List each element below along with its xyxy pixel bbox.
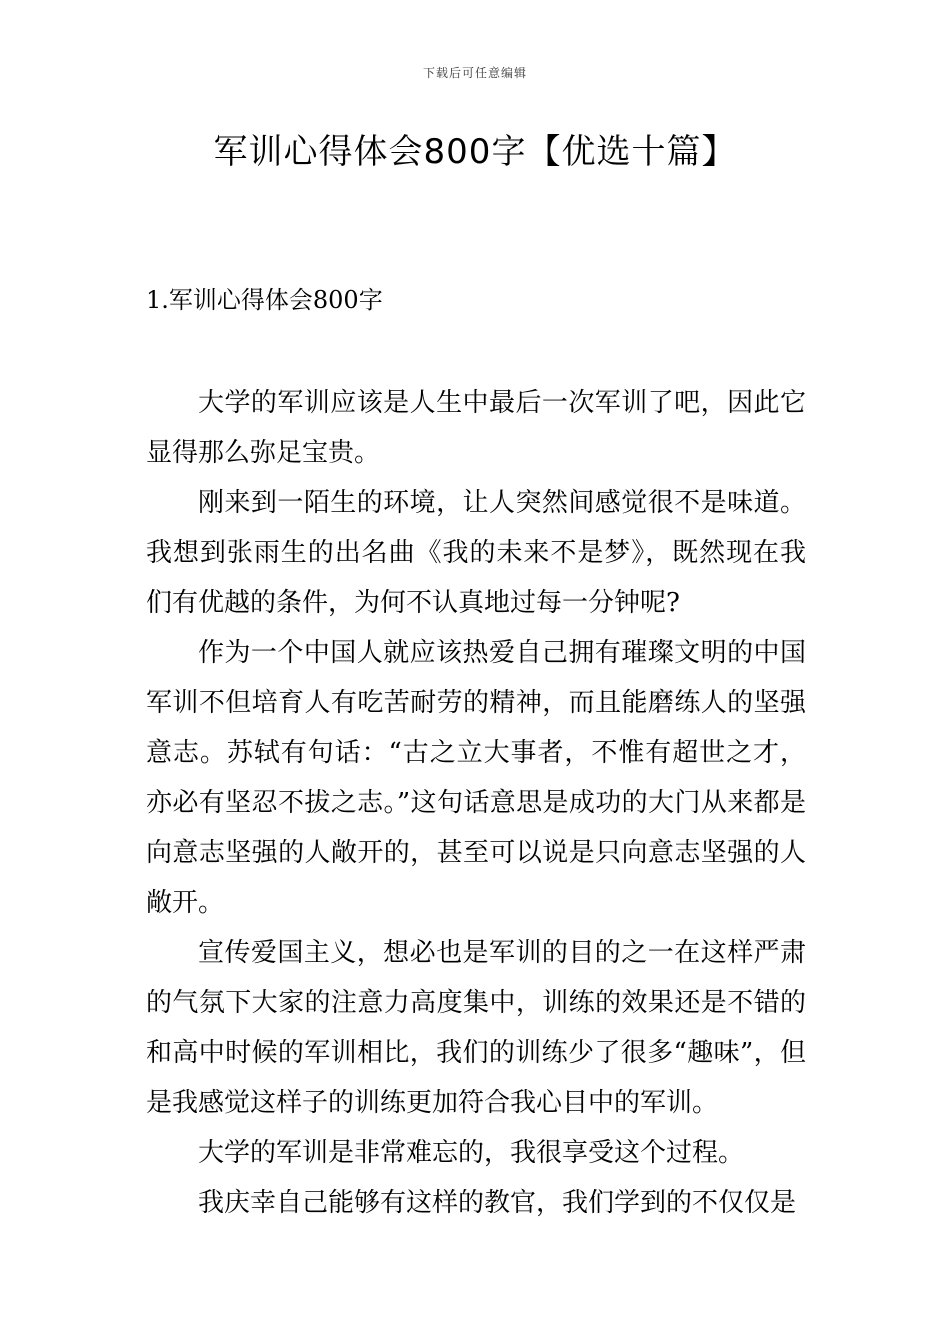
document-title: 军训心得体会800字【优选十篇】 (213, 132, 737, 172)
paragraph: 大学的军训应该是人生中最后一次军训了吧，因此它显得那么弥足宝贵。 (146, 388, 806, 468)
header-note: 下载后可任意编辑 (422, 66, 527, 80)
paragraph: 大学的军训是非常难忘的，我很享受这个过程。 (198, 1138, 745, 1168)
paragraph: 我庆幸自己能够有这样的教官，我们学到的不仅仅是 (198, 1188, 797, 1218)
section-heading: 1.军训心得体会800字 (146, 286, 383, 314)
paragraph: 刚来到一陌生的环境，让人突然间感觉很不是味道。我想到张雨生的出名曲《我的未来不是梦》，既然现在我们有优越的条件，为何不认真地过每一分钟呢? (146, 488, 806, 618)
paragraph: 宣传爱国主义，想必也是军训的目的之一在这样严肃的气氛下大家的注意力高度集中，训练的效果还是不错的和高中时候的军训相比，我们的训练少了很多“趣味”，但是我感觉这样子的训练更加符合我心目中的军训。 (146, 938, 806, 1118)
body-text (146, 378, 806, 1228)
paragraph: 作为一个中国人就应该热爱自己拥有璀璨文明的中国军训不但培育人有吃苦耐劳的精神，而且能磨练人的坚强意志。苏轼有句话：“古之立大事者，不惟有超世之才，亦必有坚忍不拔之志。”这句话意思是成功的大门从来都是向意志坚强的人敞开的，甚至可以说是只向意志坚强的人敞开。 (146, 638, 806, 918)
